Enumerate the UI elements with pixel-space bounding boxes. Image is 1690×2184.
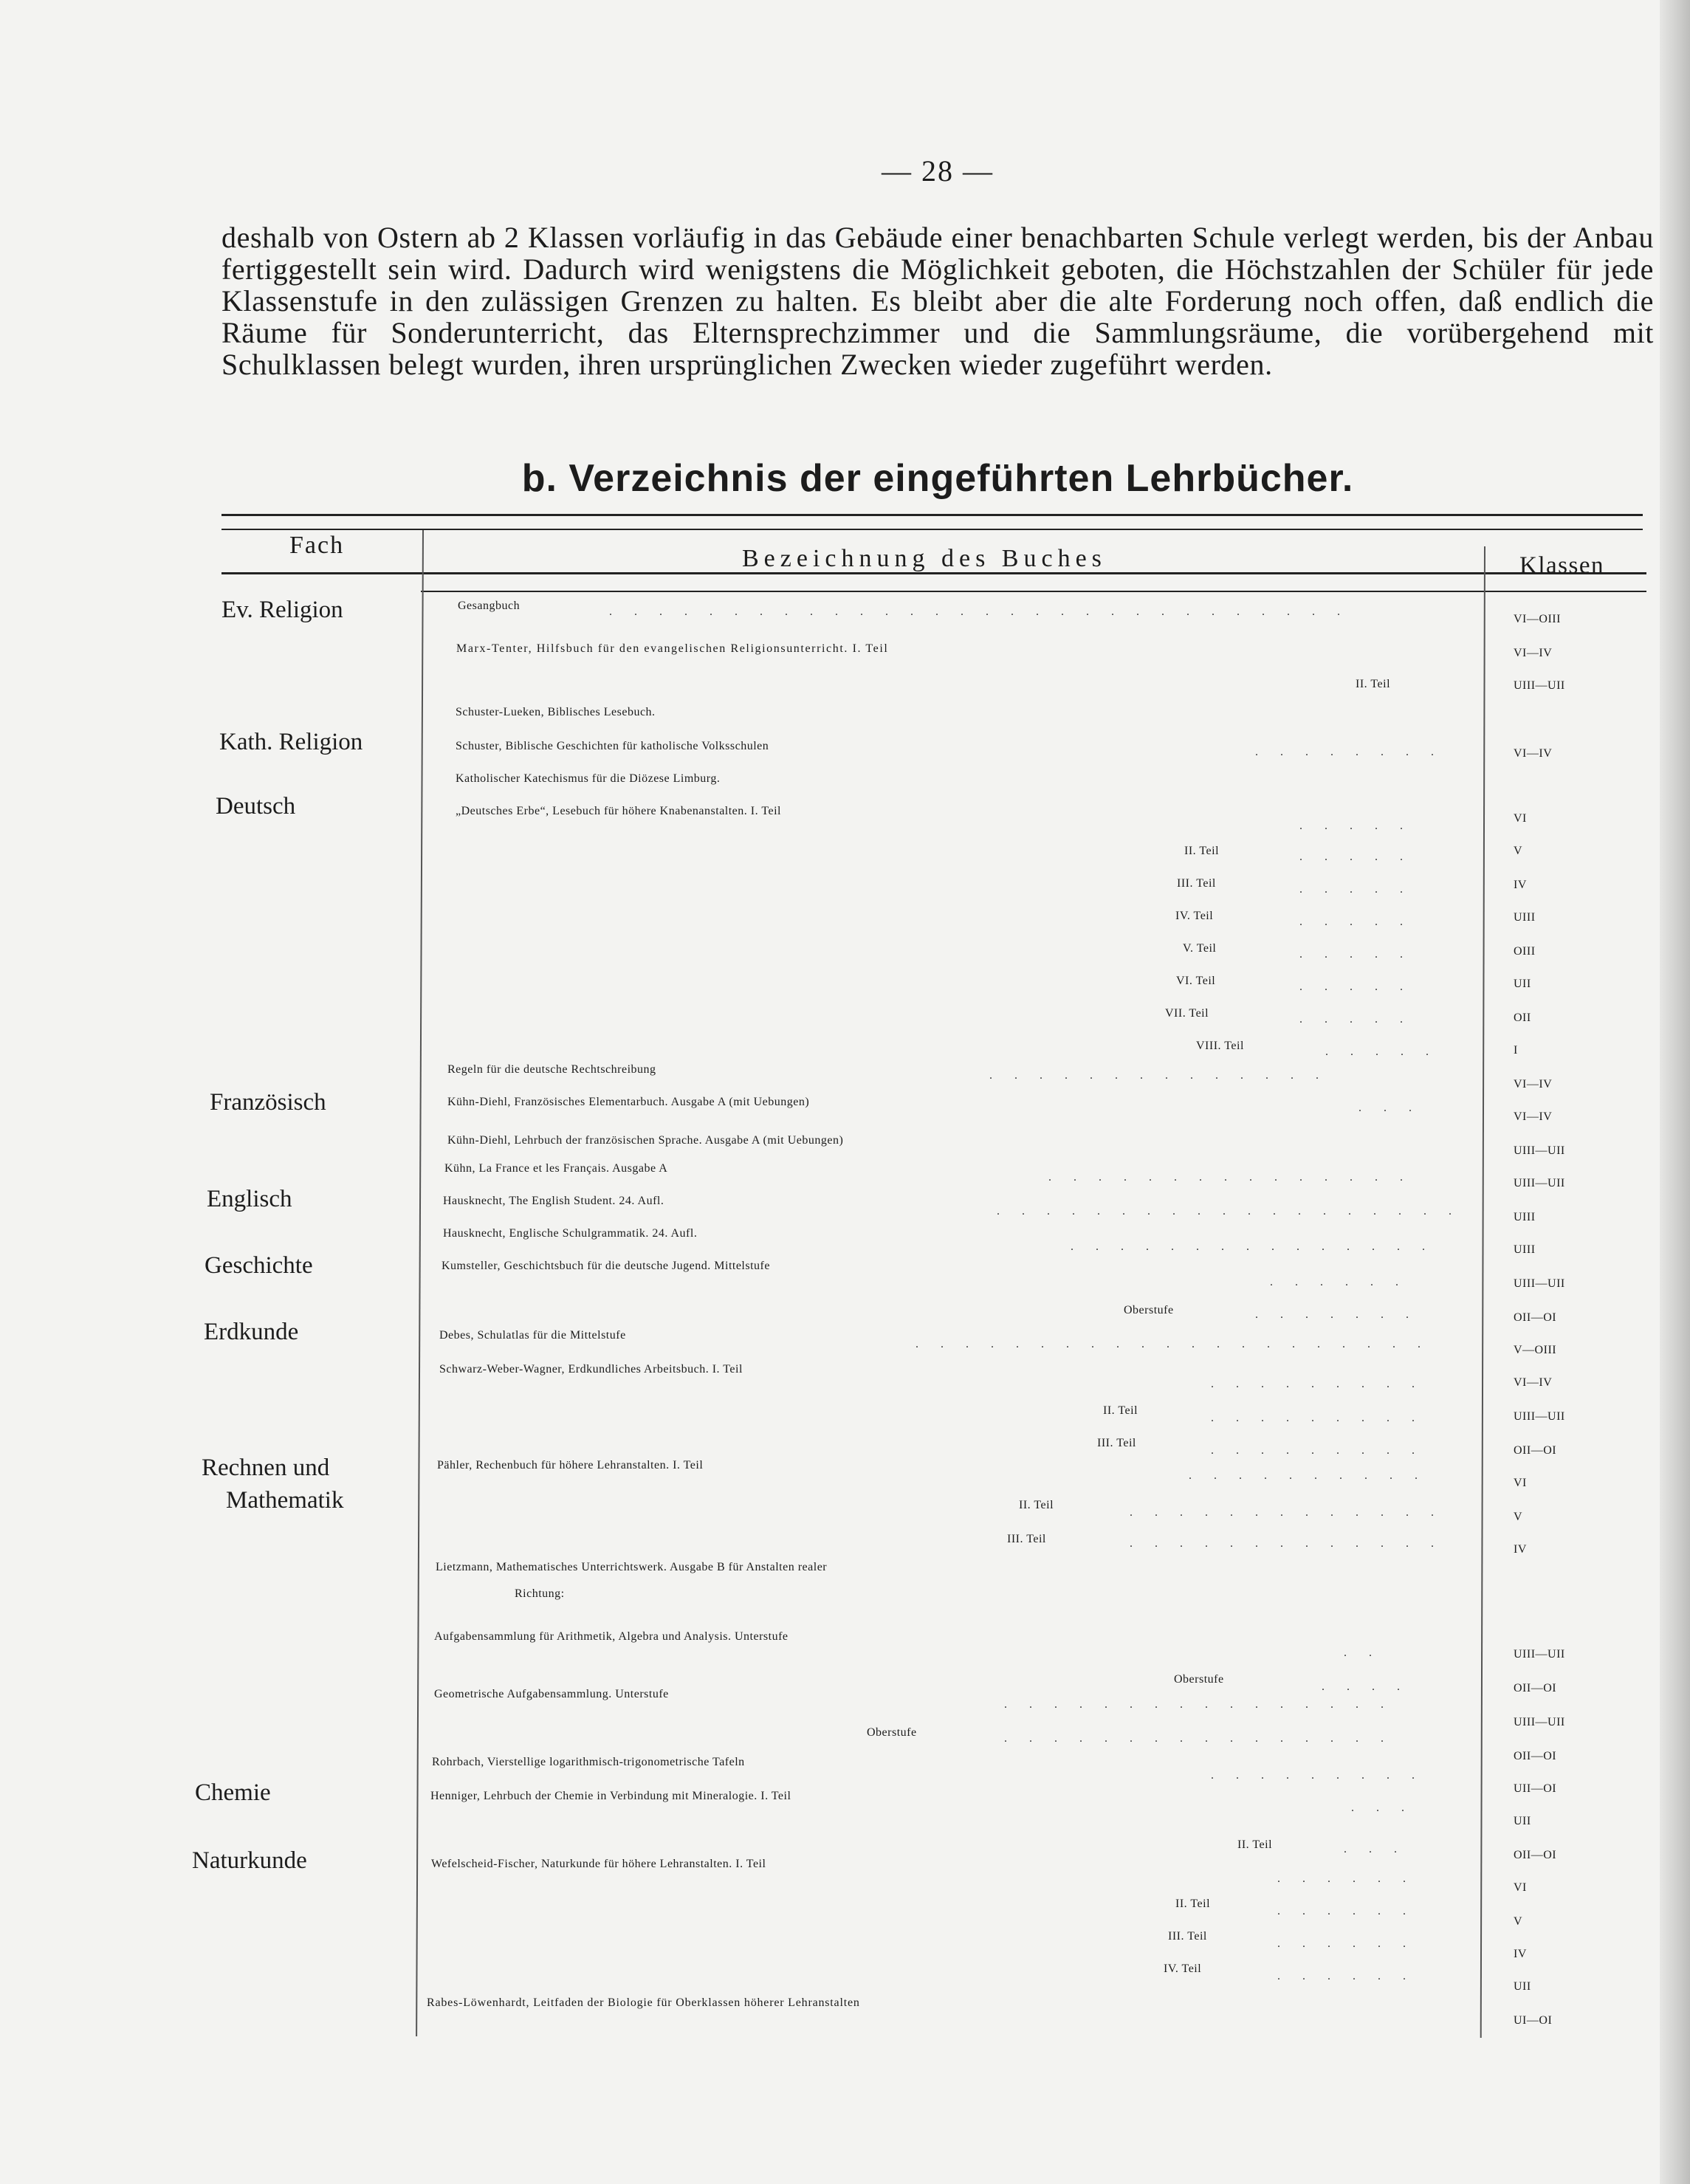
leader-dots: . . .	[1351, 1802, 1414, 1814]
klasse-cell: UIII—UII	[1514, 1648, 1565, 1661]
klasse-cell: OIII	[1514, 945, 1536, 958]
book-row: Marx-Tenter, Hilfsbuch für den evangelischen Religionsunterricht. I. Teil	[456, 642, 889, 655]
leader-dots: . . . . . . . .	[1255, 746, 1443, 758]
leader-dots: . . . . . .	[1277, 1937, 1415, 1950]
leader-dots: . . . . .	[1299, 981, 1412, 993]
book-row: Kühn, La France et les Français. Ausgabe A	[444, 1162, 668, 1175]
book-row: Kühn-Diehl, Französisches Elementarbuch. Ausgabe A (mit Uebungen)	[447, 1096, 810, 1108]
book-row: III. Teil	[1177, 877, 1216, 890]
book-row: III. Teil	[1007, 1533, 1046, 1545]
subject-kath-religion: Kath. Religion	[219, 729, 363, 755]
leader-dots: . . . . .	[1299, 1013, 1412, 1026]
book-row: Geometrische Aufgabensammlung. Unterstufe	[434, 1688, 669, 1700]
klasse-cell: VI—IV	[1514, 747, 1553, 760]
book-row: Aufgabensammlung für Arithmetik, Algebra und Analysis. Unterstufe	[434, 1630, 789, 1643]
leader-dots: . . . . . .	[1277, 1905, 1415, 1917]
leader-dots: . . . .	[1322, 1680, 1409, 1693]
klasse-cell: V	[1514, 1511, 1523, 1523]
page-edge-shadow	[1660, 0, 1690, 2184]
book-row: Schwarz-Weber-Wagner, Erdkundliches Arbeitsbuch. I. Teil	[439, 1363, 743, 1376]
book-row: Kühn-Diehl, Lehrbuch der französischen Sprache. Ausgabe A (mit Uebungen)	[447, 1134, 844, 1147]
leader-dots: . . . . . . . . . . . . . . . .	[1004, 1732, 1393, 1745]
table-top-rule	[221, 514, 1643, 516]
subject-rechnen: Rechnen und	[202, 1455, 330, 1481]
book-row: Henniger, Lehrbuch der Chemie in Verbindung mit Mineralogie. I. Teil	[430, 1790, 791, 1802]
book-row: Richtung:	[515, 1587, 565, 1600]
header-bezeichnung: Bezeichnung des Buches	[742, 545, 1107, 572]
klasse-cell: UIII—UII	[1514, 1277, 1565, 1290]
subject-chemie: Chemie	[195, 1779, 271, 1806]
leader-dots: . . .	[1358, 1102, 1421, 1114]
book-row: Oberstufe	[1124, 1304, 1174, 1316]
leader-dots: . . . . . . . . .	[1211, 1412, 1424, 1424]
leader-dots: . . . . . . . . . . . . . . . . . . .	[997, 1205, 1461, 1218]
book-row: III. Teil	[1097, 1437, 1136, 1449]
klasse-cell: V	[1514, 1915, 1523, 1928]
leader-dots: . . . . . . . . . . . . . . .	[1071, 1240, 1435, 1253]
leader-dots: . . . . . . . . .	[1211, 1444, 1424, 1457]
klasse-cell: VI—IV	[1514, 1376, 1553, 1389]
klasse-cell: IV	[1514, 1543, 1527, 1556]
klasse-cell: UIII—UII	[1514, 679, 1565, 692]
leader-dots: . . . . .	[1299, 851, 1412, 863]
klasse-cell: UIII	[1514, 1211, 1536, 1223]
book-row: II. Teil	[1356, 678, 1391, 690]
klasse-cell: UIII	[1514, 1243, 1536, 1256]
subject-franzoesisch: Französisch	[210, 1089, 326, 1116]
subject-geschichte: Geschichte	[205, 1252, 313, 1279]
klasse-cell: OII—OI	[1514, 1682, 1557, 1694]
leader-dots: . . . . . .	[1277, 1970, 1415, 1982]
table-header-rule-thin	[421, 591, 1646, 592]
klasse-cell: OII	[1514, 1012, 1531, 1024]
column-divider-klassen	[1480, 546, 1485, 2038]
klasse-cell: UII—OI	[1514, 1782, 1557, 1795]
klasse-cell: UII	[1514, 978, 1531, 990]
book-row: Regeln für die deutsche Rechtschreibung	[447, 1063, 656, 1076]
book-row: III. Teil	[1168, 1930, 1207, 1943]
leader-dots: . . . . . . . . . . . . . . .	[1048, 1171, 1412, 1184]
leader-dots: . . . . . . . . .	[1211, 1378, 1424, 1390]
klasse-cell: VI—IV	[1514, 647, 1553, 659]
leader-dots: . . . . . . . . . . . . . . . . . . . . . . . . . . . . . .	[609, 605, 1350, 618]
leader-dots: . . . . . .	[1270, 1276, 1408, 1288]
klasse-cell: VI—IV	[1514, 1110, 1553, 1123]
book-row: Wefelscheid-Fischer, Naturkunde für höhere Lehranstalten. I. Teil	[431, 1858, 766, 1870]
book-row: Oberstufe	[1174, 1673, 1224, 1686]
subject-deutsch: Deutsch	[216, 793, 296, 820]
subject-naturkunde: Naturkunde	[192, 1847, 307, 1874]
intro-paragraph	[221, 222, 1654, 380]
klasse-cell: VI—IV	[1514, 1078, 1553, 1091]
klasse-cell: VI	[1514, 1881, 1527, 1894]
klasse-cell: OII—OI	[1514, 1750, 1557, 1762]
book-row: II. Teil	[1103, 1404, 1138, 1417]
book-row: Oberstufe	[867, 1726, 917, 1739]
klasse-cell: VI—OIII	[1514, 613, 1561, 625]
leader-dots: . . . . . . . . .	[1211, 1769, 1424, 1782]
book-row: VI. Teil	[1176, 975, 1216, 987]
leader-dots: . . . . . . . . . . . . . . . .	[1004, 1698, 1393, 1711]
book-row: IV. Teil	[1164, 1962, 1202, 1975]
book-row: Hausknecht, The English Student. 24. Aufl.	[443, 1195, 664, 1207]
book-row: Gesangbuch	[458, 600, 521, 612]
book-row: „Deutsches Erbe“, Lesebuch für höhere Knabenanstalten. I. Teil	[456, 805, 781, 817]
leader-dots: . . . . . . . . . . . . .	[1130, 1537, 1443, 1550]
klasse-cell: V—OIII	[1514, 1344, 1557, 1356]
book-row: VII. Teil	[1165, 1007, 1209, 1020]
book-row: Rohrbach, Vierstellige logarithmisch-trigonometrische Tafeln	[432, 1756, 745, 1768]
header-fach: Fach	[289, 532, 345, 559]
book-row: Lietzmann, Mathematisches Unterrichtswerk. Ausgabe B für Anstalten realer	[436, 1561, 828, 1573]
book-row: V. Teil	[1183, 942, 1217, 955]
leader-dots: . . . . .	[1299, 820, 1412, 832]
leader-dots: . . . . . . . . . .	[1189, 1469, 1427, 1482]
klasse-cell: V	[1514, 845, 1523, 857]
book-row: Katholischer Katechismus für die Diözese Limburg.	[456, 772, 721, 785]
book-row: II. Teil	[1175, 1898, 1211, 1910]
klasse-cell: UIII—UII	[1514, 1716, 1565, 1728]
table-top-rule-thin	[221, 529, 1643, 530]
klasse-cell: VI	[1514, 812, 1527, 825]
subject-erdkunde: Erdkunde	[204, 1319, 299, 1345]
book-row: Schuster, Biblische Geschichten für katholische Volksschulen	[456, 740, 769, 752]
subject-englisch: Englisch	[207, 1186, 292, 1212]
klasse-cell: I	[1514, 1044, 1518, 1057]
leader-dots: . . . . .	[1299, 948, 1412, 961]
leader-dots: . . . . . . .	[1255, 1308, 1418, 1321]
book-row: Debes, Schulatlas für die Mittelstufe	[439, 1329, 626, 1342]
klasse-cell: IV	[1514, 879, 1527, 891]
intro-text: deshalb von Ostern ab 2 Klassen vorläufig in das Gebäude einer benachbarten Schule verlegt werden, bis der Anbau fertiggestellt sein wird. Dadurch wird wenigstens die Möglichkeit geboten, die Höchstzahlen der Schüler für jede Klassenstufe in den zulässigen Grenzen zu halten. Es bleibt aber die alte Forderung noch offen, daß endlich die Räume für Sonderunterricht, das Elternsprechzimmer und die Sammlungsräume, die vorübergehend mit Schulklassen belegt wurden, ihren ursprünglichen Zwecken wieder zugeführt werden.	[221, 221, 1654, 381]
klasse-cell: UIII—UII	[1514, 1177, 1565, 1189]
klasse-cell: UII	[1514, 1980, 1531, 1993]
klasse-cell: OII—OI	[1514, 1849, 1557, 1861]
book-row: VIII. Teil	[1196, 1040, 1244, 1052]
leader-dots: . . . . .	[1299, 916, 1412, 928]
book-row: II. Teil	[1237, 1838, 1273, 1851]
klasse-cell: UI—OI	[1514, 2014, 1553, 2027]
leader-dots: . . . . .	[1299, 883, 1412, 896]
section-title: b. Verzeichnis der eingeführten Lehrbücher.	[521, 457, 1354, 500]
subject-mathematik: Mathematik	[226, 1487, 344, 1514]
leader-dots: . . .	[1344, 1843, 1406, 1855]
klasse-cell: VI	[1514, 1477, 1527, 1489]
book-row: Pähler, Rechenbuch für höhere Lehranstalten. I. Teil	[437, 1459, 704, 1472]
klasse-cell: UIII—UII	[1514, 1144, 1565, 1157]
page-number: — 28 —	[882, 154, 994, 188]
leader-dots: . . . . . .	[1277, 1872, 1415, 1885]
klasse-cell: UII	[1514, 1815, 1531, 1827]
leader-dots: . . . . . . . . . . . . . .	[989, 1069, 1328, 1082]
klasse-cell: OII—OI	[1514, 1311, 1557, 1324]
book-row: II. Teil	[1019, 1499, 1054, 1511]
klasse-cell: OII—OI	[1514, 1444, 1557, 1457]
book-row: Hausknecht, Englische Schulgrammatik. 24. Aufl.	[443, 1227, 698, 1240]
klasse-cell: UIII	[1514, 911, 1536, 924]
book-row: Rabes-Löwenhardt, Leitfaden der Biologie für Oberklassen höherer Lehranstalten	[427, 1996, 860, 2009]
leader-dots: . . . . .	[1325, 1045, 1438, 1058]
leader-dots: . . . . . . . . . . . . . . . . . . . . .	[916, 1338, 1430, 1350]
header-klassen: Klassen	[1519, 552, 1604, 579]
book-row: II. Teil	[1184, 845, 1220, 857]
book-row: Schuster-Lueken, Biblisches Lesebuch.	[456, 706, 656, 718]
leader-dots: . .	[1344, 1646, 1381, 1659]
klasse-cell: UIII—UII	[1514, 1410, 1565, 1423]
column-divider-fach	[416, 530, 424, 2036]
book-row: Kumsteller, Geschichtsbuch für die deutsche Jugend. Mittelstufe	[442, 1260, 770, 1272]
leader-dots: . . . . . . . . . . . . .	[1130, 1506, 1443, 1519]
klasse-cell: IV	[1514, 1948, 1527, 1960]
book-row: IV. Teil	[1175, 910, 1214, 922]
subject-ev-religion: Ev. Religion	[221, 597, 343, 623]
